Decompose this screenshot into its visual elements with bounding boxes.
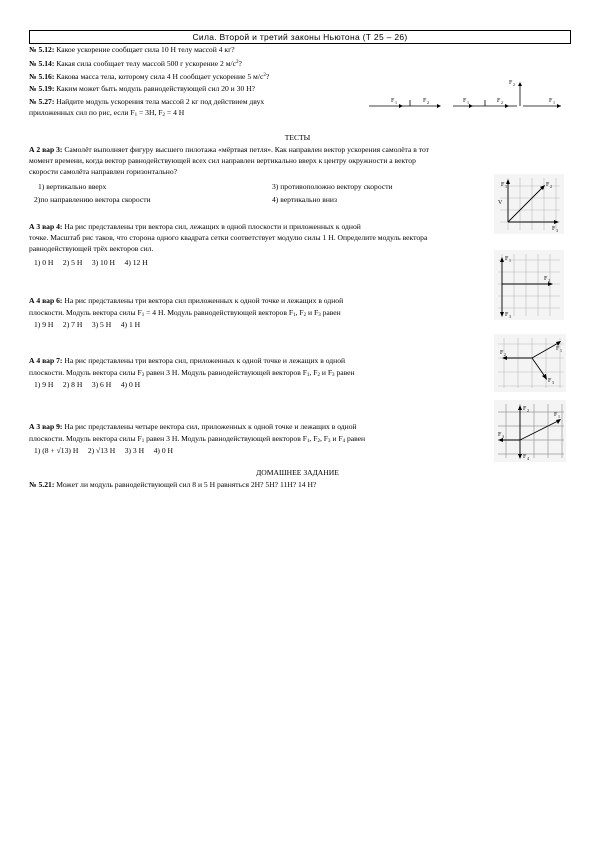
vector-label-f1c: F [549,98,553,104]
question-label: А 3 вар 4: [29,222,63,231]
tests-heading: ТЕСТЫ [284,133,311,142]
svg-text:F: F [552,226,556,232]
homework-problem: № 5.21: Может ли модуль равнодействующей сил 8 и 5 Н равняться 2Н? 5Н? 11Н? 14 Н? [29,480,317,489]
svg-text:F: F [554,412,558,418]
svg-text:F: F [505,256,509,262]
question-4-line1: А 4 вар 7: На рис представлены три вектора сил, приложенных к одной точке и лежащих в одной [29,356,346,365]
svg-text:2: 2 [504,352,506,357]
question-3-answers: 1) 9 Н 2) 7 Н 3) 5 Н 4) 1 Н [34,320,141,329]
svg-text:V: V [498,200,503,206]
svg-text:2: 2 [548,278,550,283]
question-label: А 3 вар 9: [29,422,63,431]
problem-number: № 5.16: [29,72,55,81]
problem-text: Какое ускорение сообщает сила 10 Н телу массой 4 кг? [56,45,235,54]
svg-text:3: 3 [509,314,511,319]
svg-text:1: 1 [505,184,507,189]
problem-text: Найдите модуль ускорения тела массой 2 кг под действием двух [56,97,265,106]
question-1-option-4: 4) вертикально вниз [272,195,337,204]
problem-number: № 5.21: [29,480,55,489]
vector-label-f1: F [391,98,395,104]
problem-5-16 [29,71,269,82]
question-5-line1: А 3 вар 9: На рис представлены четыре вектора сил, приложенных к одной точке и лежащих в одной [29,422,357,431]
svg-text:F: F [523,454,527,460]
question-1-line2: момент времени, когда вектор равнодействующей всех сил направлен вертикально вверх к центру окружности а вектор [29,156,416,165]
question-1-line1: А 2 вар 3: Самолёт выполняет фигуру высшего пилотажа «мёртвая петля». Как направлен вектор ускорения самолёта в тот [29,145,429,154]
problem-number: № 5.19: [29,84,55,93]
problem-text: Какова масса тела, которому сила 4 Н сообщает ускорение 5 м/с [56,72,264,81]
question-4-answers: 1) 9 Н 2) 8 Н 3) 6 Н 4) 0 Н [34,380,141,389]
question-2-line2: точке. Масштаб рис таков, что сторона одного квадрата сетки соответствует модулю силы 1 Н. Определите модуль вектора [29,233,428,242]
question-5-answers: 1) (8 + √13) Н 2) √13 Н 3) 3 Н 4) 0 Н [34,446,173,455]
question-3-line1: А 4 вар 6: На рис представлены три вектора сил приложенных к одной точке и лежащих в одной [29,296,344,305]
svg-text:2: 2 [427,100,429,105]
problem-5-14 [29,58,242,69]
vector-label-f2b: F [497,98,501,104]
question-label: А 4 вар 7: [29,356,63,365]
question-label: А 4 вар 6: [29,296,63,305]
question-5-line2: плоскости. Модуль вектора силы $F_1$ равен 3 Н. Модуль равнодействующей векторов $F_1$, $F_2$, $F_3$ и $F_4$ равен [29,434,366,444]
svg-text:1: 1 [560,348,562,353]
svg-text:3: 3 [552,380,554,385]
vector-label-f1b: F [463,98,467,104]
svg-text:3: 3 [502,434,504,439]
svg-text:1: 1 [553,100,555,105]
figure-q5 [494,400,566,462]
problem-number: № 5.12: [29,45,55,54]
svg-text:F: F [501,182,505,188]
svg-text:3: 3 [556,228,558,233]
svg-text:1: 1 [558,414,560,419]
question-2-line1: А 3 вар 4: На рис представлены три вектора сил, лежащих в одной плоскости и приложенных к одной [29,222,361,231]
problem-text: Какая сила сообщает телу массой 500 г ускорение 2 м/с [56,59,236,68]
figure-q2 [494,250,564,320]
figure-q4 [494,334,566,392]
figure-q1 [494,174,564,234]
vector-label-f2c: F [509,80,513,86]
problem-number: № 5.14: [29,59,55,68]
svg-text:F: F [556,346,560,352]
svg-text:F: F [544,276,548,282]
question-label: А 2 вар 3: [29,145,63,154]
svg-text:F: F [505,312,509,318]
problem-text: Каким может быть модуль равнодействующей сил 20 и 30 Н? [56,84,255,93]
question-1-line3: скорости самолёта направлен горизонтально? [29,167,177,176]
question-2-line3: равнодействующей трёх векторов сил. [29,244,154,253]
svg-text:F: F [523,406,527,412]
problem-number: № 5.27: [29,97,55,106]
svg-text:F: F [546,182,550,188]
problem-text-tail: ? [265,72,270,81]
homework-heading: ДОМАШНЕЕ ЗАДАНИЕ [256,468,339,477]
question-1-option-2: 2)по направлению вектора скорости [34,195,151,204]
superscript: 2 [235,60,239,65]
svg-text:1: 1 [395,100,397,105]
question-1-option-1: 1) вертикально вверх [38,182,107,191]
svg-text:1: 1 [467,100,469,105]
superscript: 2 [263,73,266,78]
svg-text:F: F [548,378,552,384]
problem-5-19 [29,84,255,94]
svg-text:2: 2 [501,100,503,105]
question-3-line2: плоскости. Модуль вектора силы $F_1 = 4$ Н. Модуль равнодействующей векторов $F_1$, $F_2$ и $F_3$ равен [29,308,341,318]
svg-text:1: 1 [509,258,511,263]
figure-5-27 [365,78,565,110]
svg-text:F: F [498,432,502,438]
svg-text:F: F [500,350,504,356]
svg-text:2: 2 [527,408,529,413]
vector-label-f2: F [423,98,427,104]
problem-5-27 [29,97,264,107]
worksheet-title: Сила. Второй и третий законы Ньютона (Т 25 – 26) [29,30,571,44]
problem-text-tail: ? [238,59,242,68]
problem-5-12 [29,45,235,55]
svg-text:2: 2 [550,184,552,189]
problem-5-27-line2: приложенных сил по рис, если $F_1 = 3Н$, $F_2 = 4$ Н [29,108,185,118]
question-1-option-3: 3) противоположно вектору скорости [272,182,393,191]
question-4-line2: плоскости. Модуль вектора силы $F_3$ равен 3 Н. Модуль равнодействующей векторов $F_1$, $F_2$ и $F_3$ равен [29,368,355,378]
question-2-answers: 1) 0 Н 2) 5 Н 3) 10 Н 4) 12 Н [34,258,148,267]
svg-text:2: 2 [513,82,515,87]
svg-text:4: 4 [527,456,529,461]
